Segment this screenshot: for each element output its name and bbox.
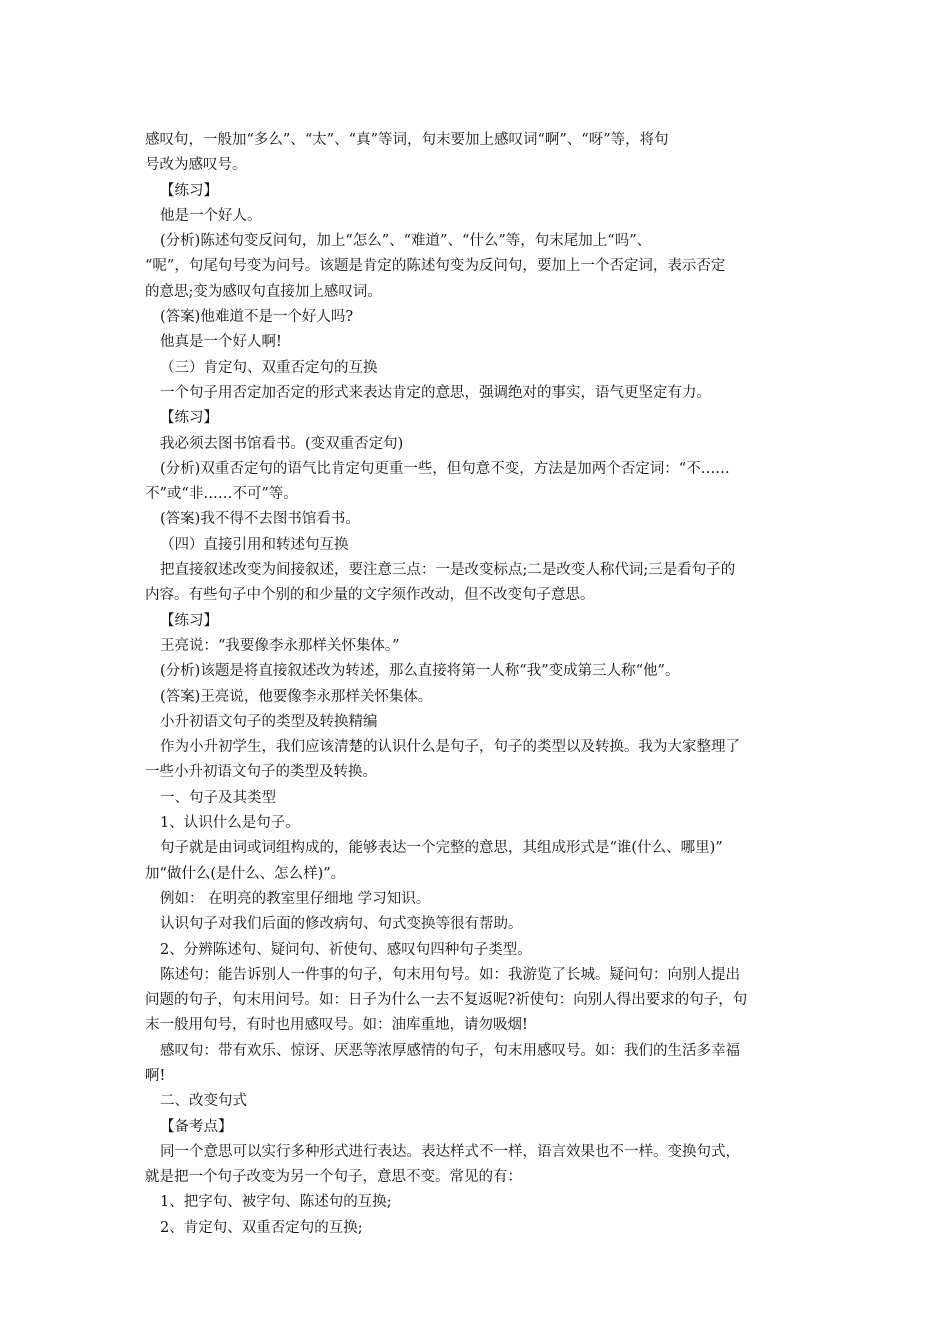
text-line: 王亮说：“我要像李永那样关怀集体。” (160, 637, 400, 654)
text-line: 问题的句子，句末用问号。如：日子为什么一去不复返呢?祈使句：向别人得出要求的句子，句 (145, 992, 748, 1009)
text-line: 加“做什么(是什么、怎么样)”。 (145, 865, 346, 882)
text-line: 作为小升初学生，我们应该清楚的认识什么是句子，句子的类型以及转换。我为大家整理了 (160, 739, 740, 756)
text-line: (分析)双重否定句的语气比肯定句更重一些，但句意不变，方法是加两个否定词：“不…… (160, 460, 730, 477)
text-line: 【练习】 (160, 182, 218, 199)
text-line: 1、把字句、被字句、陈述句的互换; (160, 1194, 392, 1211)
text-line: 1、认识什么是句子。 (160, 815, 300, 832)
text-line: 句子就是由词或词组构成的，能够表达一个完整的意思，其组成形式是“谁(什么、哪里)” (160, 840, 723, 857)
text-line: 2、肯定句、双重否定句的互换; (160, 1219, 363, 1236)
text-line: （四）直接引用和转述句互换 (160, 536, 349, 553)
text-line: 一个句子用否定加否定的形式来表达肯定的意思，强调绝对的事实，语气更坚定有力。 (160, 384, 711, 401)
text-line: 2、分辨陈述句、疑问句、祈使句、感叹句四种句子类型。 (160, 941, 532, 958)
text-line: 我必须去图书馆看书。(变双重否定句) (160, 435, 404, 452)
text-line: 把直接叙述改变为间接叙述，要注意三点：一是改变标点;二是改变人称代词;三是看句子的 (160, 562, 736, 579)
text-line: (分析)陈述句变反问句，加上“怎么”、“难道”、“什么”等，句末尾加上“吗”、 (160, 233, 652, 250)
text-line: 号改为感叹号。 (145, 157, 247, 174)
text-line: 认识句子对我们后面的修改病句、句式变换等很有帮助。 (160, 916, 523, 933)
text-line: 陈述句：能告诉别人一件事的句子，句末用句号。如：我游览了长城。疑问句：向别人提出 (160, 966, 740, 983)
text-line: 啊! (145, 1067, 166, 1084)
text-line: 例如： 在明亮的教室里仔细地 学习知识。 (160, 890, 431, 907)
text-line: （三）肯定句、双重否定句的互换 (160, 359, 378, 376)
text-line: 内容。有些句子中个别的和少量的文字须作改动，但不改变句子意思。 (145, 587, 595, 604)
text-line: 不”或“非……不可”等。 (145, 486, 298, 503)
text-line: 末一般用句号，有时也用感叹号。如：油库重地，请勿吸烟! (145, 1017, 528, 1034)
text-line: (分析)该题是将直接叙述改为转述，那么直接将第一人称“我”变成第三人称“他”。 (160, 663, 680, 680)
text-line: 【练习】 (160, 410, 218, 427)
text-line: (答案)他难道不是一个好人吗? (160, 309, 354, 326)
text-line: 【备考点】 (160, 1118, 233, 1135)
text-line: 二、改变句式 (160, 1093, 247, 1110)
text-line: 他真是一个好人啊! (160, 334, 282, 351)
text-line: 一些小升初语文句子的类型及转换。 (145, 764, 377, 781)
text-line: 一、句子及其类型 (160, 789, 276, 806)
text-line: 同一个意思可以实行多种形式进行表达。表达样式不一样，语言效果也不一样。变换句式， (160, 1143, 740, 1160)
text-line: 【练习】 (160, 612, 218, 629)
text-line: 他是一个好人。 (160, 207, 262, 224)
text-line: 感叹句，一般加“多么”、“太”、“真”等词，句末要加上感叹词“啊”、“呀”等，将句 (145, 132, 669, 148)
text-line: “呢”，句尾句号变为问号。该题是肯定的陈述句变为反问句，要加上一个否定词，表示否定 (145, 258, 726, 275)
text-line: 的意思;变为感叹句直接加上感叹词。 (145, 283, 382, 300)
text-line: 感叹句：带有欢乐、惊讶、厌恶等浓厚感情的句子，句末用感叹号。如：我们的生活多幸福 (160, 1042, 740, 1059)
text-line: (答案)王亮说，他要像李永那样关怀集体。 (160, 688, 433, 705)
text-line: 就是把一个句子改变为另一个句子，意思不变。常见的有： (145, 1169, 522, 1186)
document-body (145, 128, 810, 1241)
text-line: 小升初语文句子的类型及转换精编 (160, 713, 378, 730)
text-line: (答案)我不得不去图书馆看书。 (160, 511, 360, 528)
